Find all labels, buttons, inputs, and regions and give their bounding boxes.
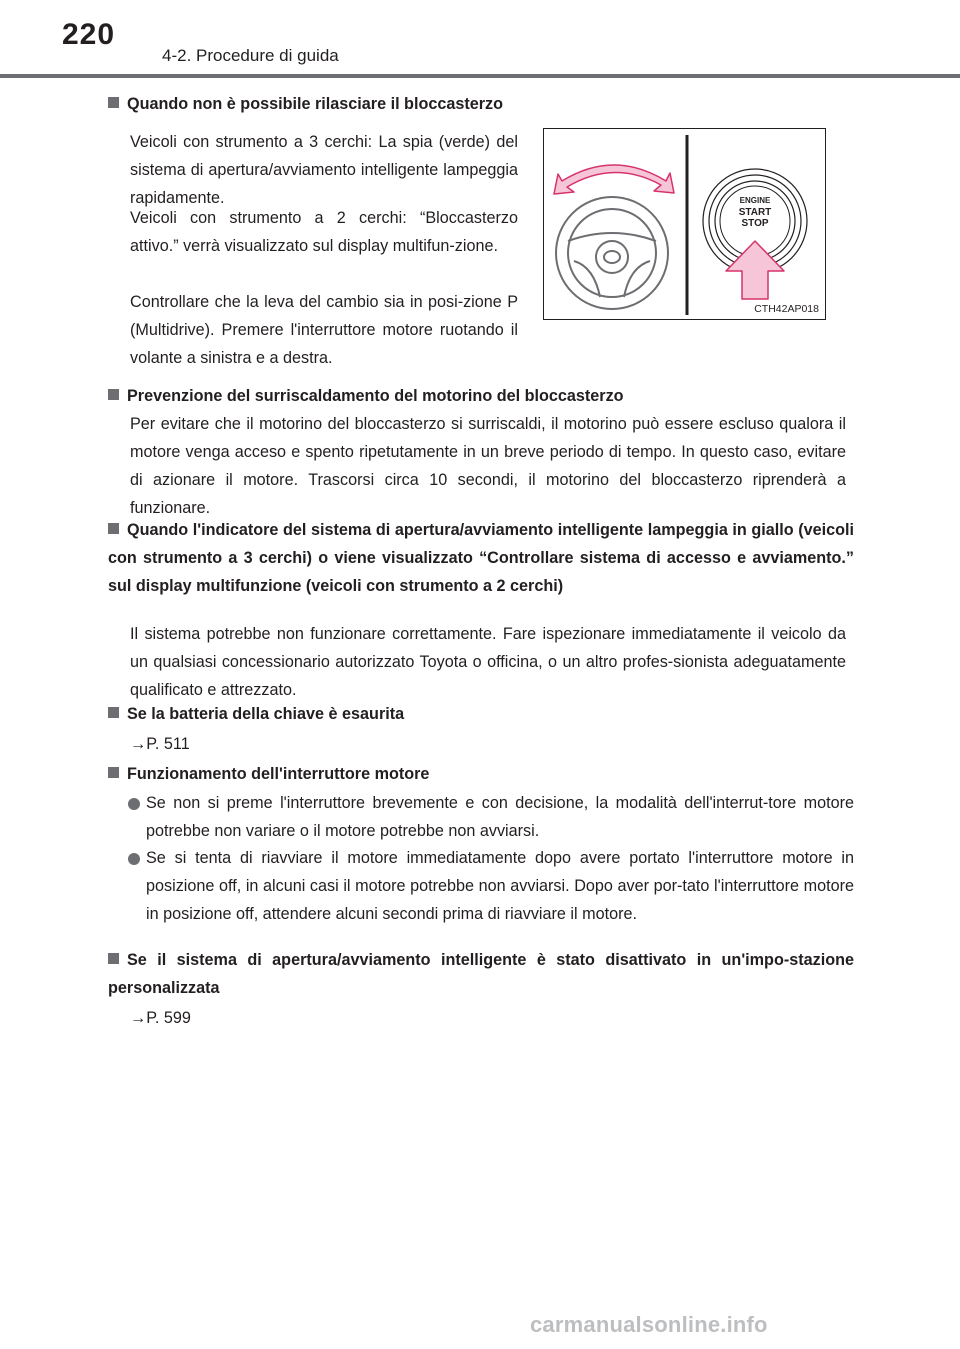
square-bullet-icon [108,707,119,718]
heading-engine-switch-operation: Funzionamento dell'interruttore motore [108,760,856,788]
square-bullet-icon [108,767,119,778]
paragraph-shift-lever: Controllare che la leva del cambio sia in posi-zione P (Multidrive). Premere l'interruttore motore ruotando il volante a sinistra e a destra. [130,293,518,367]
figure-steering-engine-switch [543,128,826,320]
paragraph-system-malfunction: Il sistema potrebbe non funzionare correttamente. Fare ispezionare immediatamente il veicolo da un qualsiasi concessionario autorizzato Toyota o officina, o un altro profes-sionista adeguatamente qualificato e attrezzato. [130,625,846,699]
square-bullet-icon [108,953,119,964]
steering-wheel-icon [556,197,668,309]
heading-indicator-yellow: Quando l'indicatore del sistema di apertura/avviamento intelligente lampeggia in giallo (veicoli con strumento a 3 cerchi) o viene visualizzato “Controllare sistema di accesso e avviamento.” sul display multifunzione (veicoli con strumento a 2 cerchi) [108,521,854,595]
heading-key-battery: Se la batteria della chiave è esaurita [108,700,856,728]
page-number: 220 [62,18,116,51]
heading-motor-overheat: Prevenzione del surriscaldamento del motorino del bloccasterzo [108,382,856,410]
rotate-arrow-icon [554,165,674,194]
paragraph-motor-overheat: Per evitare che il motorino del bloccasterzo si surriscaldi, il motorino può essere escluso qualora il motore venga acceso e spento ripetutamente in un breve periodo di tempo. In questo caso, evitare di azionare il motore. Trascorsi circa 10 secondi, il motorino del bloccasterzo riprenderà a funzionare. [130,415,846,517]
square-bullet-icon [108,523,119,534]
paragraph-3-dial: Veicoli con strumento a 3 cerchi: La spia (verde) del sistema di apertura/avviamento intelligente lampeggia rapidamente. [130,133,518,207]
heading-steering-lock: Quando non è possibile rilasciare il bloccasterzo [108,90,856,118]
page-reference-link[interactable]: →P. 511 [130,735,190,753]
bullet-restart-engine: Se si tenta di riavviare il motore immediatamente dopo avere portato l'interruttore motore in posizione off, in alcuni casi il motore potrebbe non avviarsi. Dopo aver por-tato l'interruttore motore in posizione off, attendere alcuni secondi prima di riavviare il motore. [146,849,854,923]
button-label-stop: STOP [741,218,769,229]
button-label-engine: ENGINE [739,196,771,205]
watermark: carmanualsonline.info [530,1312,768,1337]
figure-code: CTH42AP018 [754,303,819,315]
page-reference-link[interactable]: →P. 599 [130,1009,191,1027]
section-title: 4-2. Procedure di guida [162,46,339,65]
heading-system-disabled: Se il sistema di apertura/avviamento intelligente è stato disattivato in un'impo-stazione personalizzata [108,951,854,997]
bullet-press-briefly: Se non si preme l'interruttore brevemente e con decisione, la modalità dell'interrut-tore motore potrebbe non variare o il motore potrebbe non avviarsi. [146,794,854,840]
square-bullet-icon [108,389,119,400]
paragraph-2-dial: Veicoli con strumento a 2 cerchi: “Bloccasterzo attivo.” verrà visualizzato sul display multifun-zione. [130,209,518,255]
round-bullet-icon [128,853,140,865]
square-bullet-icon [108,97,119,108]
round-bullet-icon [128,798,140,810]
figure-illustration [544,129,825,319]
header-rule [0,74,960,78]
button-label-start: START [738,207,772,218]
